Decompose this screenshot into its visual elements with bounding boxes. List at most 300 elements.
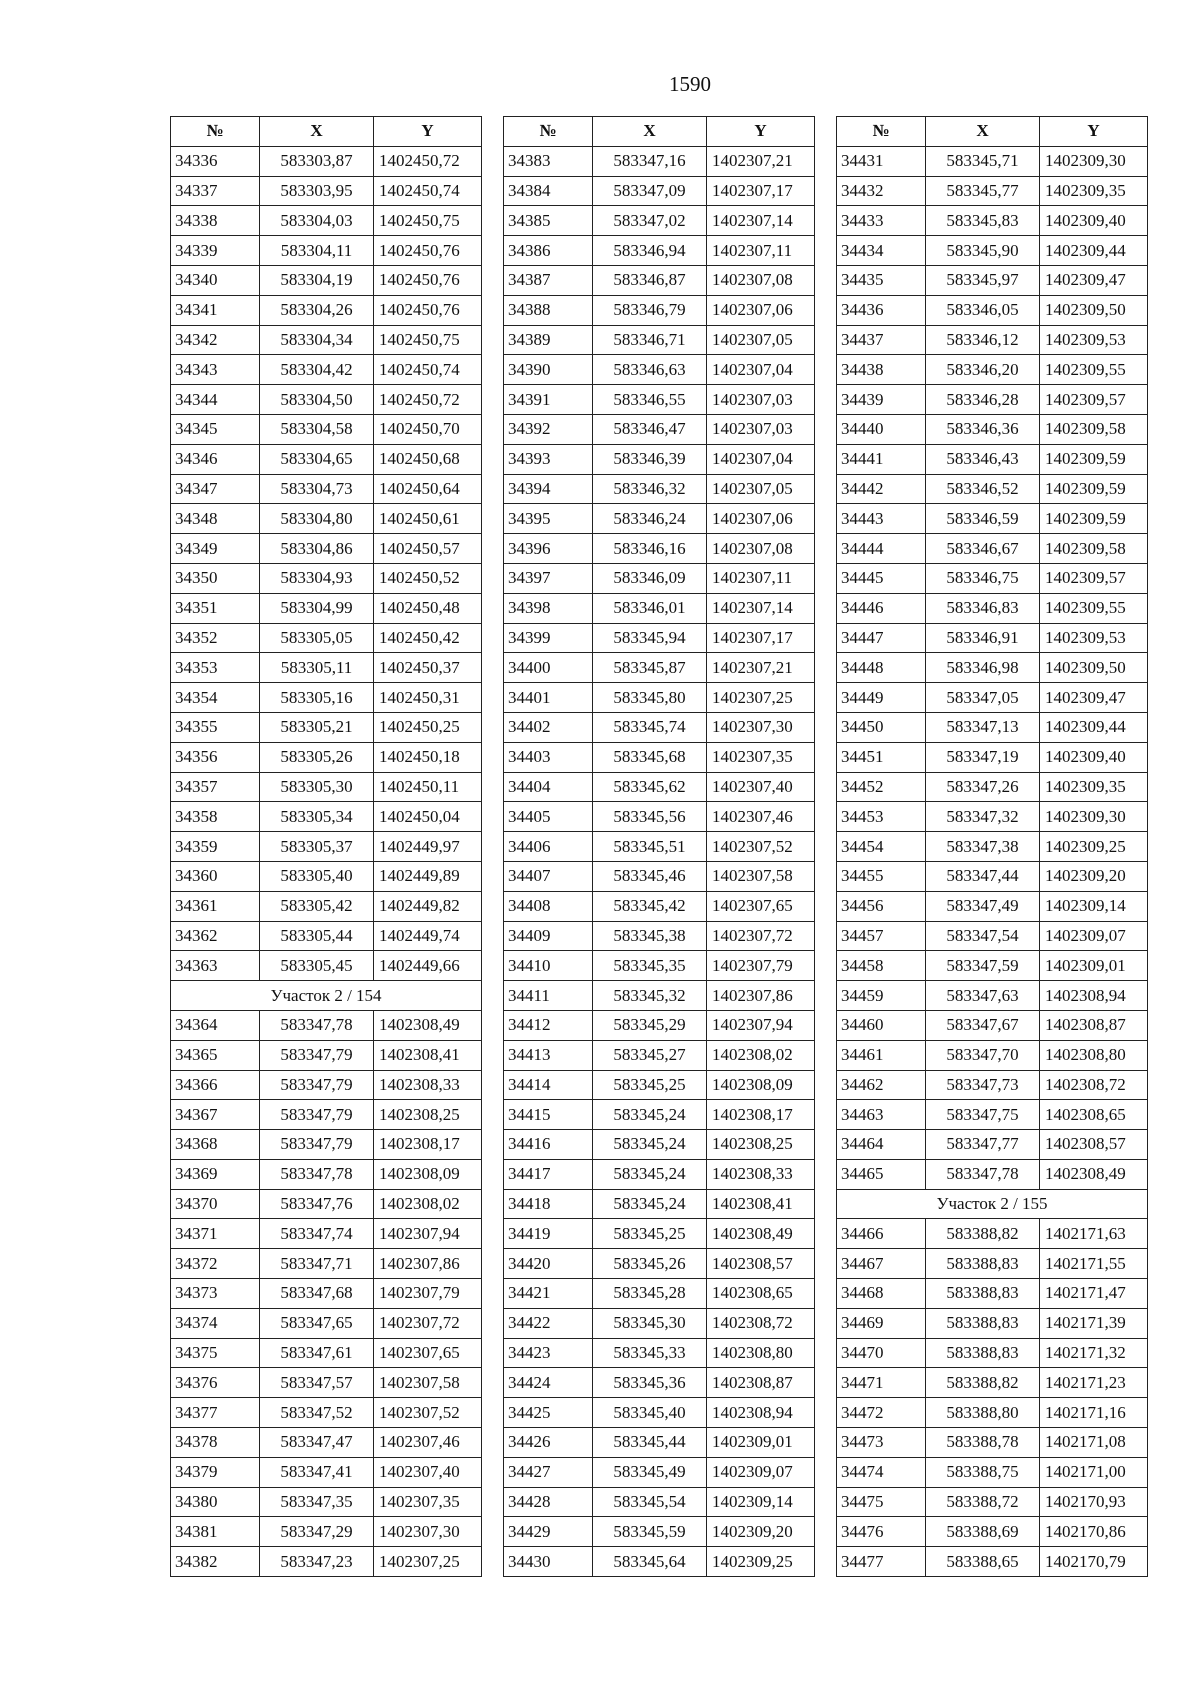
point-number: 34437 bbox=[837, 325, 926, 355]
header-no: № bbox=[504, 117, 593, 147]
table-row bbox=[504, 921, 815, 951]
x-coordinate: 583305,16 bbox=[260, 683, 374, 713]
point-number: 34409 bbox=[504, 921, 593, 951]
point-number: 34436 bbox=[837, 295, 926, 325]
y-coordinate: 1402450,72 bbox=[374, 146, 482, 176]
point-number: 34379 bbox=[171, 1457, 260, 1487]
point-number: 34445 bbox=[837, 563, 926, 593]
point-number: 34383 bbox=[504, 146, 593, 176]
x-coordinate: 583345,46 bbox=[593, 861, 707, 891]
point-number: 34362 bbox=[171, 921, 260, 951]
y-coordinate: 1402309,58 bbox=[1040, 414, 1148, 444]
table-row bbox=[504, 563, 815, 593]
point-number: 34400 bbox=[504, 653, 593, 683]
x-coordinate: 583347,57 bbox=[260, 1368, 374, 1398]
point-number: 34411 bbox=[504, 981, 593, 1011]
x-coordinate: 583347,67 bbox=[926, 1010, 1040, 1040]
table-row bbox=[837, 1010, 1148, 1040]
point-number: 34429 bbox=[504, 1517, 593, 1547]
y-coordinate: 1402308,41 bbox=[707, 1189, 815, 1219]
point-number: 34359 bbox=[171, 832, 260, 862]
y-coordinate: 1402171,55 bbox=[1040, 1249, 1148, 1279]
point-number: 34440 bbox=[837, 414, 926, 444]
table-row bbox=[171, 1070, 482, 1100]
table-row bbox=[171, 325, 482, 355]
point-number: 34347 bbox=[171, 474, 260, 504]
x-coordinate: 583345,42 bbox=[593, 891, 707, 921]
point-number: 34361 bbox=[171, 891, 260, 921]
y-coordinate: 1402309,14 bbox=[1040, 891, 1148, 921]
x-coordinate: 583347,78 bbox=[260, 1159, 374, 1189]
table-row bbox=[504, 1010, 815, 1040]
point-number: 34373 bbox=[171, 1279, 260, 1309]
y-coordinate: 1402307,40 bbox=[374, 1457, 482, 1487]
table-row bbox=[171, 385, 482, 415]
y-coordinate: 1402309,20 bbox=[1040, 861, 1148, 891]
table-row bbox=[171, 1130, 482, 1160]
x-coordinate: 583347,79 bbox=[260, 1070, 374, 1100]
point-number: 34385 bbox=[504, 206, 593, 236]
table-row bbox=[837, 861, 1148, 891]
x-coordinate: 583347,49 bbox=[926, 891, 1040, 921]
y-coordinate: 1402308,09 bbox=[707, 1070, 815, 1100]
y-coordinate: 1402171,32 bbox=[1040, 1338, 1148, 1368]
point-number: 34382 bbox=[171, 1547, 260, 1577]
point-number: 34419 bbox=[504, 1219, 593, 1249]
point-number: 34389 bbox=[504, 325, 593, 355]
y-coordinate: 1402307,35 bbox=[374, 1487, 482, 1517]
x-coordinate: 583347,44 bbox=[926, 861, 1040, 891]
y-coordinate: 1402309,01 bbox=[1040, 951, 1148, 981]
x-coordinate: 583304,80 bbox=[260, 504, 374, 534]
table-row bbox=[171, 772, 482, 802]
table-row bbox=[504, 206, 815, 236]
table-row bbox=[837, 385, 1148, 415]
point-number: 34356 bbox=[171, 742, 260, 772]
y-coordinate: 1402307,94 bbox=[707, 1010, 815, 1040]
point-number: 34443 bbox=[837, 504, 926, 534]
x-coordinate: 583345,83 bbox=[926, 206, 1040, 236]
y-coordinate: 1402309,57 bbox=[1040, 385, 1148, 415]
table-row bbox=[504, 504, 815, 534]
table-row bbox=[837, 593, 1148, 623]
x-coordinate: 583345,51 bbox=[593, 832, 707, 862]
point-number: 34405 bbox=[504, 802, 593, 832]
point-number: 34435 bbox=[837, 265, 926, 295]
table-row bbox=[504, 1100, 815, 1130]
table-row bbox=[837, 1428, 1148, 1458]
point-number: 34453 bbox=[837, 802, 926, 832]
table-row bbox=[171, 1398, 482, 1428]
x-coordinate: 583345,27 bbox=[593, 1040, 707, 1070]
point-number: 34350 bbox=[171, 563, 260, 593]
x-coordinate: 583345,71 bbox=[926, 146, 1040, 176]
y-coordinate: 1402307,65 bbox=[374, 1338, 482, 1368]
x-coordinate: 583346,20 bbox=[926, 355, 1040, 385]
point-number: 34430 bbox=[504, 1547, 593, 1577]
table-row bbox=[837, 921, 1148, 951]
section-row bbox=[837, 1189, 1148, 1219]
point-number: 34412 bbox=[504, 1010, 593, 1040]
table-row bbox=[171, 1368, 482, 1398]
point-number: 34339 bbox=[171, 236, 260, 266]
y-coordinate: 1402308,80 bbox=[1040, 1040, 1148, 1070]
y-coordinate: 1402171,63 bbox=[1040, 1219, 1148, 1249]
section-label: Участок 2 / 155 bbox=[837, 1189, 1148, 1219]
table-row bbox=[504, 653, 815, 683]
table-row bbox=[504, 1398, 815, 1428]
table-row bbox=[837, 265, 1148, 295]
point-number: 34402 bbox=[504, 712, 593, 742]
point-number: 34422 bbox=[504, 1308, 593, 1338]
table-row bbox=[837, 1368, 1148, 1398]
point-number: 34457 bbox=[837, 921, 926, 951]
point-number: 34461 bbox=[837, 1040, 926, 1070]
y-coordinate: 1402309,44 bbox=[1040, 712, 1148, 742]
table-row bbox=[837, 1398, 1148, 1428]
table-row bbox=[504, 1547, 815, 1577]
y-coordinate: 1402308,72 bbox=[707, 1308, 815, 1338]
x-coordinate: 583345,24 bbox=[593, 1189, 707, 1219]
point-number: 34459 bbox=[837, 981, 926, 1011]
y-coordinate: 1402171,23 bbox=[1040, 1368, 1148, 1398]
table-row bbox=[504, 236, 815, 266]
x-coordinate: 583305,45 bbox=[260, 951, 374, 981]
point-number: 34354 bbox=[171, 683, 260, 713]
point-number: 34355 bbox=[171, 712, 260, 742]
point-number: 34408 bbox=[504, 891, 593, 921]
table-row bbox=[171, 1040, 482, 1070]
point-number: 34433 bbox=[837, 206, 926, 236]
x-coordinate: 583388,83 bbox=[926, 1249, 1040, 1279]
point-number: 34351 bbox=[171, 593, 260, 623]
x-coordinate: 583388,82 bbox=[926, 1368, 1040, 1398]
table-row bbox=[837, 1487, 1148, 1517]
table-row bbox=[837, 504, 1148, 534]
table-row bbox=[504, 414, 815, 444]
point-number: 34462 bbox=[837, 1070, 926, 1100]
table-row bbox=[504, 593, 815, 623]
point-number: 34469 bbox=[837, 1308, 926, 1338]
coordinate-table-3 bbox=[836, 116, 1148, 1577]
y-coordinate: 1402450,04 bbox=[374, 802, 482, 832]
x-coordinate: 583388,65 bbox=[926, 1547, 1040, 1577]
y-coordinate: 1402171,00 bbox=[1040, 1457, 1148, 1487]
y-coordinate: 1402449,82 bbox=[374, 891, 482, 921]
table-row bbox=[837, 474, 1148, 504]
point-number: 34345 bbox=[171, 414, 260, 444]
table-row bbox=[171, 474, 482, 504]
table-row bbox=[504, 742, 815, 772]
point-number: 34446 bbox=[837, 593, 926, 623]
y-coordinate: 1402307,05 bbox=[707, 325, 815, 355]
table-row bbox=[837, 1308, 1148, 1338]
y-coordinate: 1402171,16 bbox=[1040, 1398, 1148, 1428]
x-coordinate: 583347,23 bbox=[260, 1547, 374, 1577]
y-coordinate: 1402308,17 bbox=[374, 1130, 482, 1160]
y-coordinate: 1402309,07 bbox=[707, 1457, 815, 1487]
y-coordinate: 1402309,50 bbox=[1040, 295, 1148, 325]
y-coordinate: 1402450,61 bbox=[374, 504, 482, 534]
table-row bbox=[504, 832, 815, 862]
point-number: 34384 bbox=[504, 176, 593, 206]
x-coordinate: 583347,77 bbox=[926, 1130, 1040, 1160]
x-coordinate: 583345,30 bbox=[593, 1308, 707, 1338]
y-coordinate: 1402309,40 bbox=[1040, 206, 1148, 236]
x-coordinate: 583345,25 bbox=[593, 1070, 707, 1100]
table-row bbox=[504, 474, 815, 504]
y-coordinate: 1402307,14 bbox=[707, 206, 815, 236]
x-coordinate: 583347,32 bbox=[926, 802, 1040, 832]
x-coordinate: 583304,93 bbox=[260, 563, 374, 593]
x-coordinate: 583347,38 bbox=[926, 832, 1040, 862]
x-coordinate: 583305,21 bbox=[260, 712, 374, 742]
y-coordinate: 1402309,57 bbox=[1040, 563, 1148, 593]
x-coordinate: 583347,71 bbox=[260, 1249, 374, 1279]
table-row bbox=[837, 534, 1148, 564]
point-number: 34417 bbox=[504, 1159, 593, 1189]
point-number: 34428 bbox=[504, 1487, 593, 1517]
x-coordinate: 583388,78 bbox=[926, 1428, 1040, 1458]
y-coordinate: 1402308,65 bbox=[707, 1279, 815, 1309]
table-row bbox=[504, 1159, 815, 1189]
table-row bbox=[504, 325, 815, 355]
point-number: 34344 bbox=[171, 385, 260, 415]
point-number: 34358 bbox=[171, 802, 260, 832]
table-row bbox=[837, 742, 1148, 772]
table-row bbox=[837, 1338, 1148, 1368]
x-coordinate: 583304,34 bbox=[260, 325, 374, 355]
y-coordinate: 1402308,09 bbox=[374, 1159, 482, 1189]
x-coordinate: 583347,78 bbox=[260, 1010, 374, 1040]
point-number: 34468 bbox=[837, 1279, 926, 1309]
x-coordinate: 583304,58 bbox=[260, 414, 374, 444]
x-coordinate: 583347,13 bbox=[926, 712, 1040, 742]
x-coordinate: 583347,09 bbox=[593, 176, 707, 206]
x-coordinate: 583346,16 bbox=[593, 534, 707, 564]
y-coordinate: 1402449,89 bbox=[374, 861, 482, 891]
point-number: 34349 bbox=[171, 534, 260, 564]
x-coordinate: 583345,25 bbox=[593, 1219, 707, 1249]
x-coordinate: 583346,28 bbox=[926, 385, 1040, 415]
table-row bbox=[171, 1428, 482, 1458]
table-row bbox=[837, 1517, 1148, 1547]
y-coordinate: 1402307,08 bbox=[707, 265, 815, 295]
table-row bbox=[504, 295, 815, 325]
table-row bbox=[171, 504, 482, 534]
table-row bbox=[171, 802, 482, 832]
x-coordinate: 583303,87 bbox=[260, 146, 374, 176]
table-row bbox=[504, 146, 815, 176]
point-number: 34448 bbox=[837, 653, 926, 683]
y-coordinate: 1402308,94 bbox=[707, 1398, 815, 1428]
y-coordinate: 1402309,59 bbox=[1040, 474, 1148, 504]
point-number: 34434 bbox=[837, 236, 926, 266]
point-number: 34451 bbox=[837, 742, 926, 772]
y-coordinate: 1402308,87 bbox=[1040, 1010, 1148, 1040]
point-number: 34423 bbox=[504, 1338, 593, 1368]
table-row bbox=[837, 1070, 1148, 1100]
x-coordinate: 583346,05 bbox=[926, 295, 1040, 325]
y-coordinate: 1402307,58 bbox=[374, 1368, 482, 1398]
x-coordinate: 583305,42 bbox=[260, 891, 374, 921]
table-row bbox=[171, 146, 482, 176]
x-coordinate: 583345,59 bbox=[593, 1517, 707, 1547]
x-coordinate: 583346,98 bbox=[926, 653, 1040, 683]
table-row bbox=[171, 414, 482, 444]
point-number: 34346 bbox=[171, 444, 260, 474]
x-coordinate: 583345,40 bbox=[593, 1398, 707, 1428]
x-coordinate: 583347,02 bbox=[593, 206, 707, 236]
y-coordinate: 1402309,50 bbox=[1040, 653, 1148, 683]
table-row bbox=[504, 355, 815, 385]
table-row bbox=[504, 1070, 815, 1100]
table-row bbox=[504, 444, 815, 474]
header-no: № bbox=[837, 117, 926, 147]
point-number: 34444 bbox=[837, 534, 926, 564]
point-number: 34460 bbox=[837, 1010, 926, 1040]
table-row bbox=[837, 206, 1148, 236]
table-row bbox=[171, 206, 482, 236]
table-row bbox=[504, 1428, 815, 1458]
y-coordinate: 1402308,02 bbox=[374, 1189, 482, 1219]
y-coordinate: 1402308,41 bbox=[374, 1040, 482, 1070]
coordinate-table-1 bbox=[170, 116, 482, 1577]
point-number: 34467 bbox=[837, 1249, 926, 1279]
x-coordinate: 583345,64 bbox=[593, 1547, 707, 1577]
x-coordinate: 583347,61 bbox=[260, 1338, 374, 1368]
y-coordinate: 1402309,07 bbox=[1040, 921, 1148, 951]
table-row bbox=[837, 1249, 1148, 1279]
y-coordinate: 1402307,17 bbox=[707, 623, 815, 653]
x-coordinate: 583304,65 bbox=[260, 444, 374, 474]
x-coordinate: 583305,26 bbox=[260, 742, 374, 772]
y-coordinate: 1402170,79 bbox=[1040, 1547, 1148, 1577]
y-coordinate: 1402450,76 bbox=[374, 236, 482, 266]
x-coordinate: 583347,73 bbox=[926, 1070, 1040, 1100]
y-coordinate: 1402308,72 bbox=[1040, 1070, 1148, 1100]
table-row bbox=[504, 981, 815, 1011]
table-row bbox=[837, 146, 1148, 176]
x-coordinate: 583345,68 bbox=[593, 742, 707, 772]
point-number: 34391 bbox=[504, 385, 593, 415]
x-coordinate: 583346,79 bbox=[593, 295, 707, 325]
table-row bbox=[171, 653, 482, 683]
table-row bbox=[837, 444, 1148, 474]
table-row bbox=[837, 1547, 1148, 1577]
point-number: 34390 bbox=[504, 355, 593, 385]
table-row bbox=[171, 444, 482, 474]
point-number: 34438 bbox=[837, 355, 926, 385]
table-row bbox=[171, 593, 482, 623]
table-row bbox=[837, 832, 1148, 862]
y-coordinate: 1402308,57 bbox=[707, 1249, 815, 1279]
table-row bbox=[504, 1249, 815, 1279]
x-coordinate: 583345,24 bbox=[593, 1159, 707, 1189]
x-coordinate: 583345,97 bbox=[926, 265, 1040, 295]
x-coordinate: 583304,50 bbox=[260, 385, 374, 415]
x-coordinate: 583347,79 bbox=[260, 1100, 374, 1130]
point-number: 34353 bbox=[171, 653, 260, 683]
point-number: 34341 bbox=[171, 295, 260, 325]
y-coordinate: 1402307,04 bbox=[707, 355, 815, 385]
x-coordinate: 583347,52 bbox=[260, 1398, 374, 1428]
y-coordinate: 1402308,49 bbox=[1040, 1159, 1148, 1189]
x-coordinate: 583347,74 bbox=[260, 1219, 374, 1249]
point-number: 34475 bbox=[837, 1487, 926, 1517]
point-number: 34377 bbox=[171, 1398, 260, 1428]
point-number: 34388 bbox=[504, 295, 593, 325]
x-coordinate: 583345,35 bbox=[593, 951, 707, 981]
point-number: 34447 bbox=[837, 623, 926, 653]
x-coordinate: 583347,59 bbox=[926, 951, 1040, 981]
table-row bbox=[504, 265, 815, 295]
y-coordinate: 1402308,94 bbox=[1040, 981, 1148, 1011]
x-coordinate: 583347,16 bbox=[593, 146, 707, 176]
point-number: 34418 bbox=[504, 1189, 593, 1219]
table-row bbox=[171, 1159, 482, 1189]
y-coordinate: 1402309,30 bbox=[1040, 802, 1148, 832]
point-number: 34472 bbox=[837, 1398, 926, 1428]
table-row bbox=[504, 623, 815, 653]
point-number: 34431 bbox=[837, 146, 926, 176]
y-coordinate: 1402309,01 bbox=[707, 1428, 815, 1458]
point-number: 34465 bbox=[837, 1159, 926, 1189]
x-coordinate: 583345,36 bbox=[593, 1368, 707, 1398]
y-coordinate: 1402307,79 bbox=[707, 951, 815, 981]
table-row bbox=[504, 1487, 815, 1517]
point-number: 34386 bbox=[504, 236, 593, 266]
x-coordinate: 583304,11 bbox=[260, 236, 374, 266]
table-row bbox=[171, 951, 482, 981]
y-coordinate: 1402307,11 bbox=[707, 563, 815, 593]
table-row bbox=[504, 1130, 815, 1160]
x-coordinate: 583304,26 bbox=[260, 295, 374, 325]
y-coordinate: 1402307,35 bbox=[707, 742, 815, 772]
table-row bbox=[837, 1457, 1148, 1487]
y-coordinate: 1402307,06 bbox=[707, 295, 815, 325]
y-coordinate: 1402307,25 bbox=[374, 1547, 482, 1577]
y-coordinate: 1402450,74 bbox=[374, 176, 482, 206]
x-coordinate: 583388,83 bbox=[926, 1279, 1040, 1309]
point-number: 34360 bbox=[171, 861, 260, 891]
y-coordinate: 1402308,25 bbox=[374, 1100, 482, 1130]
table-row bbox=[837, 623, 1148, 653]
point-number: 34380 bbox=[171, 1487, 260, 1517]
x-coordinate: 583347,29 bbox=[260, 1517, 374, 1547]
x-coordinate: 583346,43 bbox=[926, 444, 1040, 474]
point-number: 34464 bbox=[837, 1130, 926, 1160]
point-number: 34396 bbox=[504, 534, 593, 564]
y-coordinate: 1402450,76 bbox=[374, 295, 482, 325]
x-coordinate: 583345,38 bbox=[593, 921, 707, 951]
table-row bbox=[171, 742, 482, 772]
x-coordinate: 583345,28 bbox=[593, 1279, 707, 1309]
point-number: 34452 bbox=[837, 772, 926, 802]
x-coordinate: 583345,90 bbox=[926, 236, 1040, 266]
point-number: 34378 bbox=[171, 1428, 260, 1458]
y-coordinate: 1402308,80 bbox=[707, 1338, 815, 1368]
x-coordinate: 583347,75 bbox=[926, 1100, 1040, 1130]
x-coordinate: 583346,63 bbox=[593, 355, 707, 385]
point-number: 34421 bbox=[504, 1279, 593, 1309]
x-coordinate: 583347,63 bbox=[926, 981, 1040, 1011]
x-coordinate: 583345,49 bbox=[593, 1457, 707, 1487]
table-row bbox=[837, 951, 1148, 981]
table-row bbox=[504, 1189, 815, 1219]
x-coordinate: 583345,29 bbox=[593, 1010, 707, 1040]
y-coordinate: 1402449,97 bbox=[374, 832, 482, 862]
